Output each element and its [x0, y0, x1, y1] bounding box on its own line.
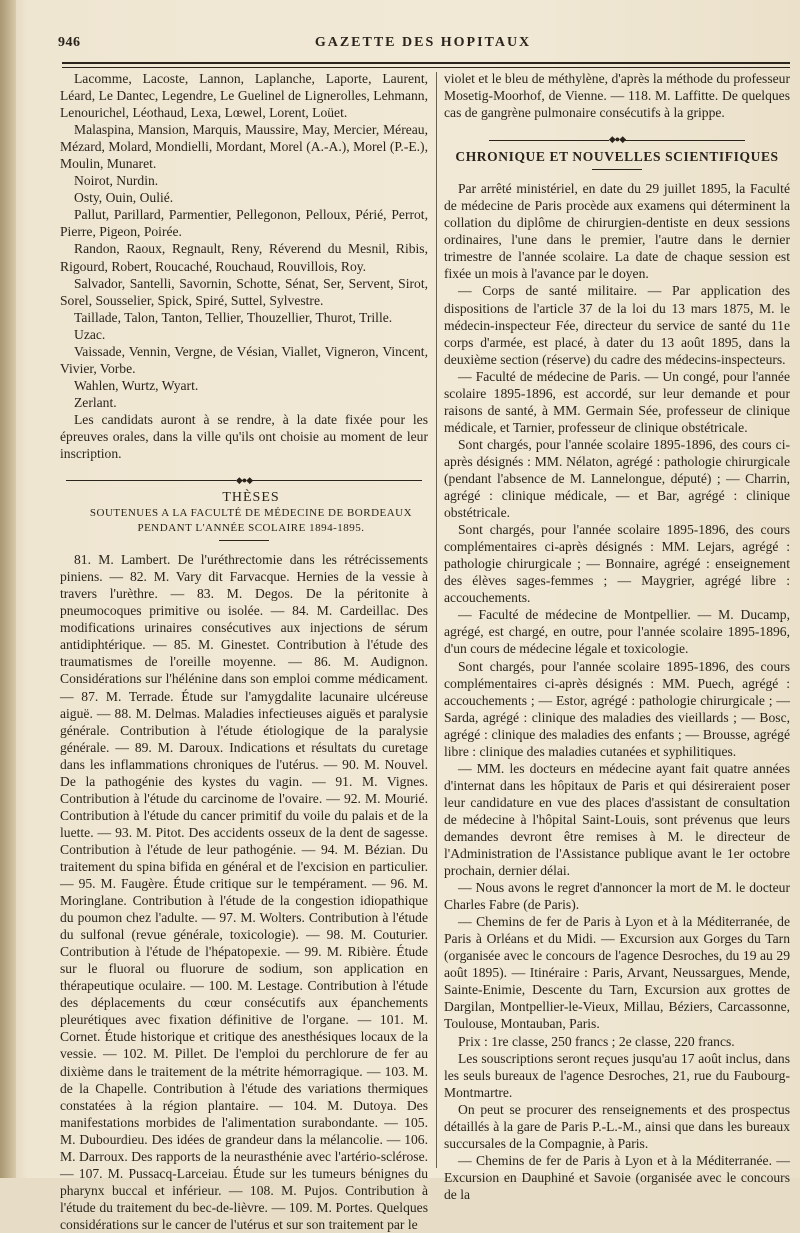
right-column: [444, 70, 790, 1203]
names-paragraph: Noirot, Nurdin.: [74, 173, 159, 189]
section-ornament: ◆●◆: [60, 471, 428, 479]
news-paragraph: — Chemins de fer de Paris à Lyon et à la Méditerranée, de Paris à Orléans et du Midi. — Excursion aux Gorges du Tarn (organisée avec le concours de l'agence Desroches, du 19 au 29 août 1895). — Itinéraire : Paris, Arvant, Neussargues, Mende, Sainte-Enimie, Descente du Tarn, Excursion aux grottes de Dargilan, Montpellier-le-Vieux, Millau, Béziers, Carcassonne, Toulouse, Montauban, Paris.: [444, 914, 790, 1032]
names-paragraph: Pallut, Parillard, Parmentier, Pellegonon, Pelloux, Périé, Perrot, Pierre, Pigeon, Poirée.: [60, 207, 428, 240]
names-paragraph: Salvador, Santelli, Savornin, Schotte, Sénat, Ser, Servent, Sirot, Sorel, Sousselier, Spick, Spiré, Suttel, Sylvestre.: [60, 275, 428, 308]
news-paragraph: Par arrêté ministériel, en date du 29 juillet 1895, la Faculté de médecine de Paris procède aux examens qui déterminent la collation du diplôme de chirurgien-dentiste en deux sessions ordinaires, l'une dans le premier, l'autre dans le dernier trimestre de l'année scolaire. La date de chaque session est fixée un mois à l'avance par le doyen.: [444, 181, 790, 282]
news-paragraph: — Chemins de fer de Paris à Lyon et à la Méditerranée. — Excursion en Dauphiné et Savoie (organisée avec le concours de la: [444, 1152, 790, 1202]
names-paragraph: Taillade, Talon, Tanton, Tellier, Thouzellier, Thurot, Trille.: [74, 309, 393, 325]
header-rule-thick: [62, 62, 790, 64]
news-paragraph: Sont chargés, pour l'année scolaire 1895-1896, des cours complémentaires ci-après désignés : MM. Puech, agrégé : accouchements ; — Estor, agrégé : pathologie chirurgicale ; — Sarda, agrégé : clinique des maladies des vieillards ; — Bosc, agrégé : clinique des maladies des enfants ; — Brousse, agrégé libre : clinique des maladies cutanées et syphilitiques.: [444, 658, 790, 759]
journal-title: GAZETTE DES HOPITAUX: [314, 35, 532, 50]
names-paragraph: Lacomme, Lacoste, Lannon, Laplanche, Laporte, Laurent, Léard, Le Dantec, Legendre, Le Guelinel de Lignerolles, Lehmann, Lenourichel, Léothaud, Lexa, Lœwel, Lorent, Loüet.: [60, 71, 428, 121]
news-paragraph: — Faculté de médecine de Paris. — Un congé, pour l'année scolaire 1895-1896, est accordé, sur leur demande et pour raisons de santé, à MM. Germain Sée, professeur de clinique médicale, et Tarnier, professeur de clinique obstétricale.: [444, 368, 790, 435]
subtitle-rule: [592, 169, 642, 170]
names-paragraph: Zerlant.: [74, 394, 117, 410]
theses-list-paragraph: 81. M. Lambert. De l'uréthrectomie dans les rétrécissements piniens. — 82. M. Vary dit Farvacque. Hernies de la vessie à travers l'urèthre. — 83. M. Degos. De la péritonite à pneumocoques primitive ou isolée. — 84. M. Cardeillac. Des modifications urinaires consécutives aux injections de sérum antidiphtérique. — 85. M. Ginestet. Contribution à l'étude des traumatismes de l'oreille moyenne. — 86. M. Audignon. Considérations sur l'hélénine dans son emploi comme médicament. — 87. M. Terrade. Étude sur l'amygdalite lacunaire ulcéreuse aiguë. — 88. M. Delmas. Maladies infectieuses aiguës et paralysie générale. Contribution à l'étude étiologique de la paralysie générale. — 89. M. Daroux. Indications et résultats du curetage dans les inflammations chroniques de l'utérus. — 90. M. Nouvel. De la pathogénie des kystes du vagin. — 91. M. Vignes. Contribution à l'étude du carcinome de l'ovaire. — 92. M. Mourié. Contribution à l'étude du cancer primitif du voile du palais et de la luette. — 93. M. Pitot. Des accidents osseux de la dent de sagesse. Contribution à l'étude de leur pathogénie. — 94. M. Bézian. Du traitement du spina bifida en général et de l'excision en particulier. — 95. M. Faugère. Étude critique sur le tempérament. — 96. M. Moringlane. Contribution à l'étude de la congestion idiopathique du poumon chez l'adulte. — 97. M. Wolters. Contribution à l'étude du sulfonal (revue générale, toxicologie). — 98. M. Couturier. Contribution à l'étude de l'hépatopexie. — 99. M. Ribière. Étude sur le fluoral ou fluorure de sodium, son application en thérapeutique oculaire. — 100. M. Lestage. Contribution à l'étude des déplacements du cœur consécutifs aux épanchements pleurétiques avec fixation définitive de l'organe. — 101. M. Cornet. Étude historique et critique des anesthésiques locaux de la vessie. — 102. M. Pillet. De l'emploi du perchlorure de fer au dixième dans le traitement de la métrite hémorragique. — 103. M. de la Chapelle. Contribution à l'étude des variations thermiques constatées à la région plantaire. — 104. M. Dutoya. Des manifestations morbides de l'alimentation surabondante. — 105. M. Dubourdieu. Des idées de grandeur dans la mélancolie. — 106. M. Darroux. Des rapports de la neurasthénie avec l'artério-sclérose. — 107. M. Pussacq-Larceiau. Étude sur les tumeurs bénignes du pharynx buccal et inférieur. — 108. M. Pujos. Contribution à l'étude du traitement du bec-de-lièvre. — 109. M. Portes. Quelques considérations sur le cancer de l'utérus et sur son traitement par le: [60, 552, 428, 1232]
column-divider: [436, 72, 437, 1168]
binding-edge: [0, 0, 16, 1178]
names-paragraph: Wahlen, Wurtz, Wyart.: [74, 377, 199, 393]
names-paragraph: Randon, Raoux, Regnault, Reny, Réverend du Mesnil, Ribis, Rigourd, Robert, Roucaché, Rouchaud, Rouvillois, Roy.: [60, 241, 428, 274]
news-paragraph: — Faculté de médecine de Montpellier. — M. Ducamp, agrégé, est chargé, en outre, pour l'année scolaire 1895-1896, d'un cours de médecine légale et toxicologie.: [444, 607, 790, 657]
subtitle-rule: [219, 540, 269, 541]
news-paragraph: — Nous avons le regret d'annoncer la mort de M. le docteur Charles Fabre (de Paris).: [444, 880, 790, 913]
closing-paragraph: Les candidats auront à se rendre, à la date fixée pour les épreuves orales, dans la ville qu'ils ont choisie au moment de leur inscription.: [60, 411, 428, 462]
news-paragraph: Prix : 1re classe, 250 francs ; 2e classe, 220 francs.: [458, 1033, 735, 1049]
news-paragraph: Sont chargés, pour l'année scolaire 1895-1896, des cours complémentaires ci-après désignés : MM. Lejars, agrégé : pathologie chirurgicale ; — Bonnaire, agrégé : enseignement des élèves sages-femmes ; — Maygrier, agrégé libre : accouchements.: [444, 522, 790, 606]
left-column: [60, 70, 428, 1233]
news-paragraph: — Corps de santé militaire. — Par application des dispositions de l'article 37 de la loi du 13 mars 1875, M. le médecin-inspecteur Fée, directeur du service de santé du 11e corps d'armée, est placé, à dater du 13 août 1895, dans la deuxième section (réserve) du cadre des médecins-inspecteurs.: [444, 283, 790, 367]
theses-subtitle: SOUTENUES A LA FACULTÉ DE MÉDECINE DE BORDEAUX: [89, 507, 413, 520]
theses-title: THÈSES: [222, 490, 280, 506]
names-paragraph: Malaspina, Mansion, Marquis, Maussire, May, Mercier, Méreau, Mézard, Molard, Mondielli, Mordant, Morel (A.-A.), Morel (P.-E.), Moulin, Munaret.: [60, 122, 428, 172]
page-header: [58, 32, 788, 56]
section-ornament: ◆●◆: [444, 130, 790, 138]
news-paragraph: On peut se procurer des renseignements et des prospectus détaillés à la gare de Paris P.-L.-M., ainsi que dans les bureaux succursales de la Compagnie, à Paris.: [444, 1101, 790, 1151]
theses-subtitle: PENDANT L'ANNÉE SCOLAIRE 1894-1895.: [137, 522, 365, 535]
page-number: 946: [58, 35, 81, 50]
names-paragraph: Uzac.: [74, 326, 106, 342]
continuation-paragraph: violet et le bleu de méthylène, d'après la méthode du professeur Mosetig-Moorhof, de Vienne. — 118. M. Laffitte. De quelques cas de gangrène pulmonaire consécutifs à la grippe.: [444, 71, 790, 121]
chronique-title: CHRONIQUE ET NOUVELLES SCIENTIFIQUES: [455, 149, 779, 165]
news-paragraph: — MM. les docteurs en médecine ayant fait quatre années d'internat dans les hôpitaux de Paris et qui désireraient poser leur candidature en vue des places d'assistant de consultation de médecine à l'hôpital Saint-Louis, sont prévenus que leurs demandes devront être remises à M. le directeur de l'Administration de l'Assistance publique avant le 1er octobre prochain, dernier délai.: [444, 760, 790, 879]
header-rule-thin: [62, 67, 790, 68]
names-paragraph: Osty, Ouin, Oulié.: [74, 190, 174, 206]
names-paragraph: Vaissade, Vennin, Vergne, de Vésian, Viallet, Vigneron, Vincent, Vivier, Vorbe.: [60, 343, 428, 376]
news-paragraph: Sont chargés, pour l'année scolaire 1895-1896, des cours ci-après désignés : MM. Nélaton, agrégé : pathologie chirurgicale (pendant l'absence de M. Lannelongue, député) ; — Charrin, agrégé : clinique médicale, — et Bar, agrégé : clinique obstétricale.: [444, 436, 790, 521]
news-paragraph: Les souscriptions seront reçues jusqu'au 17 août inclus, dans les seuls bureaux de l'agence Desroches, 21, rue du Faubourg-Montmartre.: [444, 1050, 790, 1100]
